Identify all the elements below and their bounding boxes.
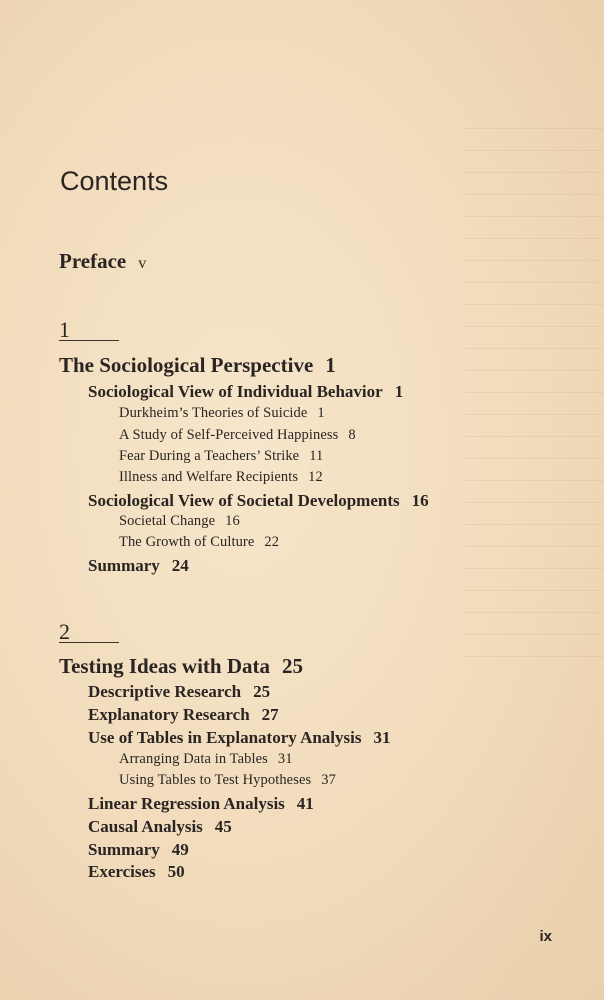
bleed-through-text — [464, 110, 604, 670]
chapter-page: 1 — [325, 353, 336, 377]
section-title: Summary — [88, 840, 160, 859]
subsection-title: Arranging Data in Tables — [119, 751, 268, 767]
section-title: Explanatory Research — [88, 705, 250, 724]
chapter-title-text: Testing Ideas with Data — [59, 654, 271, 678]
section-page: 25 — [253, 682, 271, 701]
section-title: Exercises — [88, 862, 156, 881]
preface-label: Preface — [59, 249, 127, 273]
subsection-page: 11 — [309, 448, 324, 464]
section-title: Causal Analysis — [88, 817, 203, 836]
subsection-entry — [119, 405, 325, 422]
subsection-entry — [119, 469, 323, 486]
chapter-title-text: The Sociological Perspective — [59, 353, 314, 377]
section-page: 16 — [411, 491, 429, 510]
section-page: 50 — [167, 862, 185, 881]
section-page: 45 — [214, 817, 232, 836]
section-entry — [88, 705, 279, 725]
page-title: Contents — [60, 166, 169, 196]
subsection-entry — [119, 772, 336, 789]
section-entry — [88, 728, 391, 748]
section-title: Descriptive Research — [88, 682, 242, 701]
chapter-page: 25 — [282, 654, 304, 678]
section-entry — [88, 840, 189, 860]
subsection-entry — [119, 534, 279, 551]
subsection-entry — [119, 513, 240, 530]
page-folio: ix — [539, 928, 552, 945]
chapter-number: 2 — [59, 622, 119, 643]
subsection-page: 31 — [277, 751, 293, 767]
subsection-entry — [119, 448, 323, 465]
section-page: 1 — [394, 382, 404, 401]
section-page: 27 — [261, 705, 279, 724]
subsection-title: A Study of Self-Perceived Happiness — [119, 427, 339, 443]
chapter-title — [59, 654, 303, 679]
subsection-title: Using Tables to Test Hypotheses — [119, 772, 312, 788]
subsection-page: 1 — [317, 405, 325, 421]
section-entry — [88, 794, 314, 814]
subsection-title: The Growth of Culture — [119, 534, 255, 550]
section-title: Summary — [88, 556, 160, 575]
preface-entry — [59, 249, 146, 274]
section-title: Use of Tables in Explanatory Analysis — [88, 728, 362, 747]
chapter-number: 1 — [59, 320, 119, 341]
subsection-entry — [119, 427, 356, 444]
section-page: 31 — [373, 728, 391, 747]
section-page: 49 — [171, 840, 189, 859]
subsection-page: 37 — [321, 772, 336, 788]
section-entry — [88, 682, 270, 702]
section-entry — [88, 556, 189, 576]
subsection-page: 12 — [308, 469, 323, 485]
section-title: Sociological View of Societal Developments — [88, 491, 400, 510]
section-title: Linear Regression Analysis — [88, 794, 285, 813]
section-entry — [88, 491, 429, 511]
section-entry — [88, 862, 185, 882]
section-title: Sociological View of Individual Behavior — [88, 382, 383, 401]
subsection-entry — [119, 751, 293, 768]
subsection-page: 22 — [264, 534, 280, 550]
preface-page: v — [138, 255, 147, 272]
subsection-title: Societal Change — [119, 513, 216, 529]
subsection-title: Fear During a Teachers’ Strike — [119, 448, 300, 464]
subsection-title: Illness and Welfare Recipients — [119, 469, 299, 485]
section-page: 24 — [171, 556, 189, 575]
subsection-page: 16 — [225, 513, 240, 529]
section-page: 41 — [296, 794, 314, 813]
subsection-title: Durkheim’s Theories of Suicide — [119, 405, 308, 421]
section-entry — [88, 382, 403, 402]
chapter-title — [59, 353, 336, 378]
subsection-page: 8 — [348, 427, 356, 443]
section-entry — [88, 817, 232, 837]
